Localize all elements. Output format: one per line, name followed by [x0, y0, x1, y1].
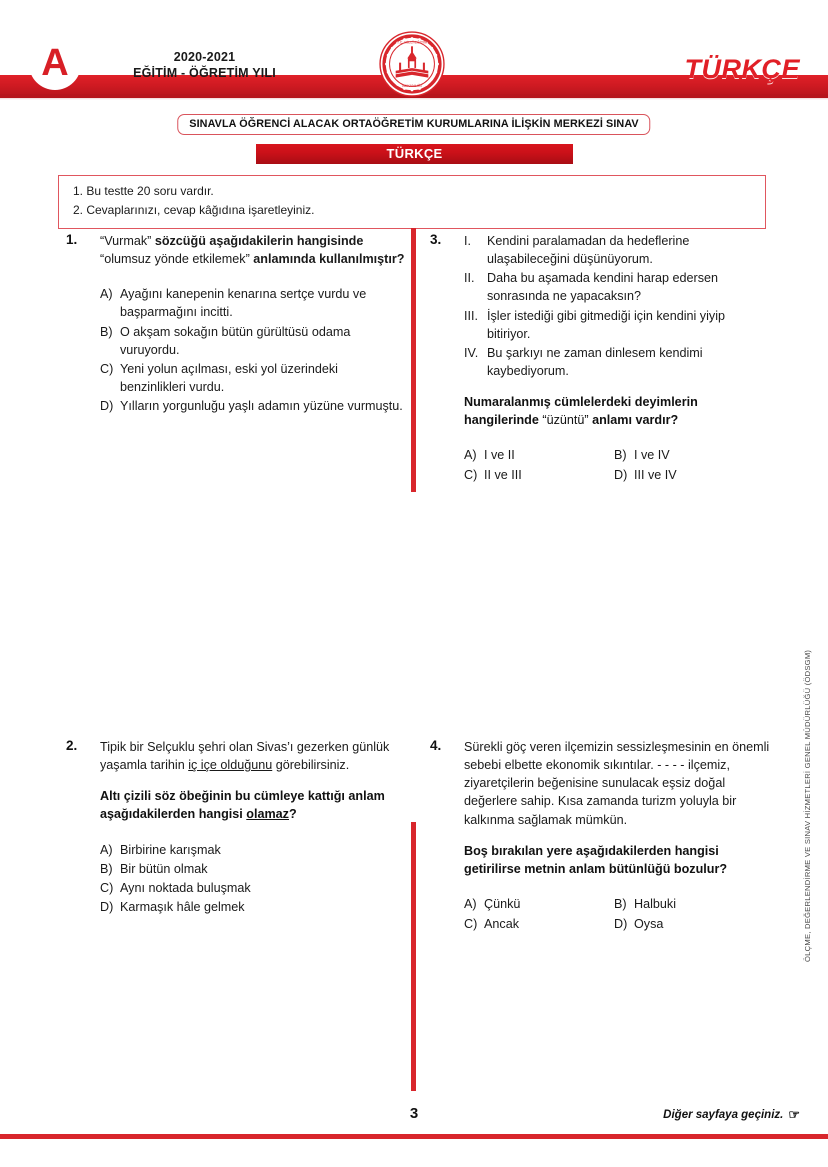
q2-prompt-seg-1: Altı çizili söz öbeğinin bu cümleye kattığı anlam aşağıdakilerden hangisi [100, 789, 385, 822]
option-row[interactable] [100, 879, 406, 897]
next-page-label: Diğer sayfaya geçiniz. [663, 1108, 784, 1121]
q2-stem-seg-2: görebilirsiniz. [272, 758, 350, 773]
instruction-line-1: 1. Bu testte 20 soru vardır. [73, 184, 214, 198]
q1-stem-seg-1: “Vurmak” [100, 234, 155, 248]
option-text: Bir bütün olmak [120, 861, 208, 876]
question-2 [66, 738, 406, 916]
page-number: 3 [409, 1105, 419, 1122]
statement-row [464, 269, 770, 305]
option-label: A) [100, 842, 113, 857]
column-left-top [66, 232, 406, 416]
question-4-options [464, 895, 770, 933]
option-label: A) [464, 896, 477, 911]
instructions-box [58, 175, 766, 229]
question-3 [430, 232, 770, 485]
option-text: Birbirine karışmak [120, 842, 221, 857]
page-header [0, 0, 828, 112]
option-label: B) [100, 324, 113, 339]
option-text: Yılların yorgunluğu yaşlı adamın yüzüne vurmuştu. [120, 399, 403, 413]
q2-stem-seg-1: Tipik bir Selçuklu şehri olan Sivas’ı gezerken günlük yaşamla tarihin [100, 740, 390, 773]
question-4-prompt: Boş bırakılan yere aşağıdakilerden hangisi getirilirse metnin anlam bütünlüğü bozulur? [464, 843, 728, 876]
option-text: Oysa [634, 917, 664, 931]
statement-label: IV. [464, 345, 479, 360]
statement-label: III. [464, 308, 478, 323]
footer-red-rule [0, 1134, 828, 1139]
option-row[interactable] [100, 397, 406, 415]
option-label: C) [464, 917, 478, 931]
option-label: B) [614, 448, 627, 463]
booklet-letter: A [41, 42, 69, 84]
column-right-bottom [430, 738, 770, 933]
q2-prompt-seg-2: ? [288, 807, 297, 822]
q1-stem-seg-3: “olumsuz yönde etkilemek” [100, 252, 254, 267]
option-label: A) [100, 287, 113, 302]
exam-term-label: EĞİTİM - ÖĞRETİM YILI [133, 65, 276, 80]
q3-prompt-seg-1: Numaralanmış cümlelerdeki deyimlerin hangilerinde [464, 395, 698, 428]
question-1-stem [100, 232, 406, 268]
option-row[interactable] [100, 860, 406, 878]
option-text: Ayağını kanepenin kenarına sertçe vurdu ve başparmağını incitti. [120, 287, 367, 320]
exam-name-banner: SINAVLA ÖĞRENCİ ALACAK ORTAÖĞRETİM KURUMLARINA İLİŞKİN MERKEZİ SINAV [177, 114, 650, 135]
statement-row [464, 307, 770, 343]
option-label: A) [464, 448, 477, 463]
statement-label: I. [464, 234, 471, 248]
column-left-bottom [66, 738, 406, 917]
q3-prompt-seg-2: anlamı vardır? [588, 413, 679, 428]
pointing-hand-icon: ☞ [788, 1107, 800, 1122]
option-row[interactable] [100, 360, 406, 396]
header-subject-title: TÜRKÇE [684, 54, 800, 84]
subject-bar: TÜRKÇE [256, 144, 573, 164]
option-row[interactable] [614, 466, 770, 484]
option-text: Yeni yolun açılması, eski yol üzerindeki benzinlikleri vurdu. [120, 361, 338, 394]
question-1-options [100, 285, 406, 415]
option-text: Karmaşık hâle gelmek [120, 899, 245, 914]
option-row[interactable] [614, 895, 770, 913]
option-row[interactable] [100, 841, 406, 859]
statement-label: II. [464, 271, 475, 286]
option-row[interactable] [614, 446, 770, 464]
option-text: I ve IV [634, 448, 670, 463]
meb-emblem-icon [378, 30, 446, 98]
option-text: O akşam sokağın bütün gürültüsü odama vuruyordu. [120, 324, 351, 357]
instruction-line-2: 2. Cevaplarınızı, cevap kâğıdına işaretleyiniz. [73, 203, 315, 218]
option-label: D) [614, 917, 628, 931]
option-row[interactable] [100, 285, 406, 321]
question-3-prompt [464, 393, 770, 429]
statement-text: Daha bu aşamada kendini harap edersen sonrasında ne yapacaksın? [487, 271, 719, 304]
option-text: III ve IV [634, 468, 677, 483]
option-label: C) [100, 361, 114, 376]
q1-stem-seg-4: anlamında kullanılmıştır? [253, 252, 405, 267]
option-text: Halbuki [634, 896, 676, 911]
question-1 [66, 232, 406, 415]
option-label: C) [464, 468, 478, 483]
svg-text:T.C. MİLLÎ EĞİTİM: T.C. MİLLÎ EĞİTİM [396, 40, 428, 45]
next-page-note [663, 1108, 800, 1121]
question-2-stem [100, 738, 406, 774]
option-text: I ve II [484, 448, 515, 463]
option-text: Aynı noktada buluşmak [120, 880, 251, 895]
question-4-stem: Sürekli göç veren ilçemizin sessizleşmesinin en önemli sebebi elbette ekonomik sıkıntılar. - - - - ilçemiz, ziyaretçilerin beğenisine sunulacak eşsiz doğal değerlere sahip. Kısa zamanda turizm yoluyla bir kalkınma sağlamak mümkün. [464, 740, 770, 827]
column-right-top [430, 232, 770, 485]
option-label: B) [100, 861, 113, 876]
question-1-number: 1. [66, 232, 78, 247]
exam-year: 2020-2021 [173, 50, 236, 64]
option-text: II ve III [484, 468, 522, 483]
option-row[interactable] [100, 323, 406, 359]
statement-row [464, 344, 770, 380]
statement-text: Kendini paralamadan da hedeflerine ulaşabileceğini düşünüyorum. [487, 234, 690, 267]
option-label: C) [100, 880, 114, 895]
question-3-statements [464, 232, 770, 380]
option-label: B) [614, 896, 627, 911]
issuer-vertical-label: ÖLÇME, DEĞERLENDİRME VE SINAV HİZMETLERİ GENEL MÜDÜRLÜĞÜ (ÖDSGM) [800, 582, 815, 962]
q3-prompt-quoted: “üzüntü” [542, 413, 589, 428]
question-4 [430, 738, 770, 933]
q2-stem-underlined: iç içe olduğunu [188, 758, 273, 773]
svg-text:BAKANLIĞI: BAKANLIĞI [402, 84, 422, 89]
statement-row [464, 232, 770, 268]
option-label: D) [100, 899, 114, 914]
statement-text: Bu şarkıyı ne zaman dinlesem kendimi kaybediyorum. [487, 345, 703, 378]
option-label: D) [100, 399, 114, 413]
question-3-options [464, 446, 770, 484]
q1-stem-seg-2: sözcüğü aşağıdakilerin hangisinde [154, 234, 364, 248]
question-2-number: 2. [66, 738, 78, 753]
question-4-number: 4. [430, 738, 442, 753]
option-row[interactable] [464, 915, 614, 933]
option-text: Ancak [484, 917, 520, 931]
question-2-prompt [100, 787, 406, 823]
question-3-number: 3. [430, 232, 442, 247]
option-row[interactable] [464, 446, 614, 464]
option-row[interactable] [100, 898, 406, 916]
exam-year-block [92, 50, 317, 81]
option-row[interactable] [464, 895, 614, 913]
q2-prompt-underlined: olamaz [246, 807, 289, 822]
option-row[interactable] [464, 466, 614, 484]
option-label: D) [614, 468, 628, 483]
statement-text: İşler istediği gibi gitmediği için kendini yiyip bitiriyor. [487, 308, 725, 341]
option-text: Çünkü [484, 896, 521, 911]
option-row[interactable] [614, 915, 770, 933]
question-2-options [100, 841, 406, 917]
